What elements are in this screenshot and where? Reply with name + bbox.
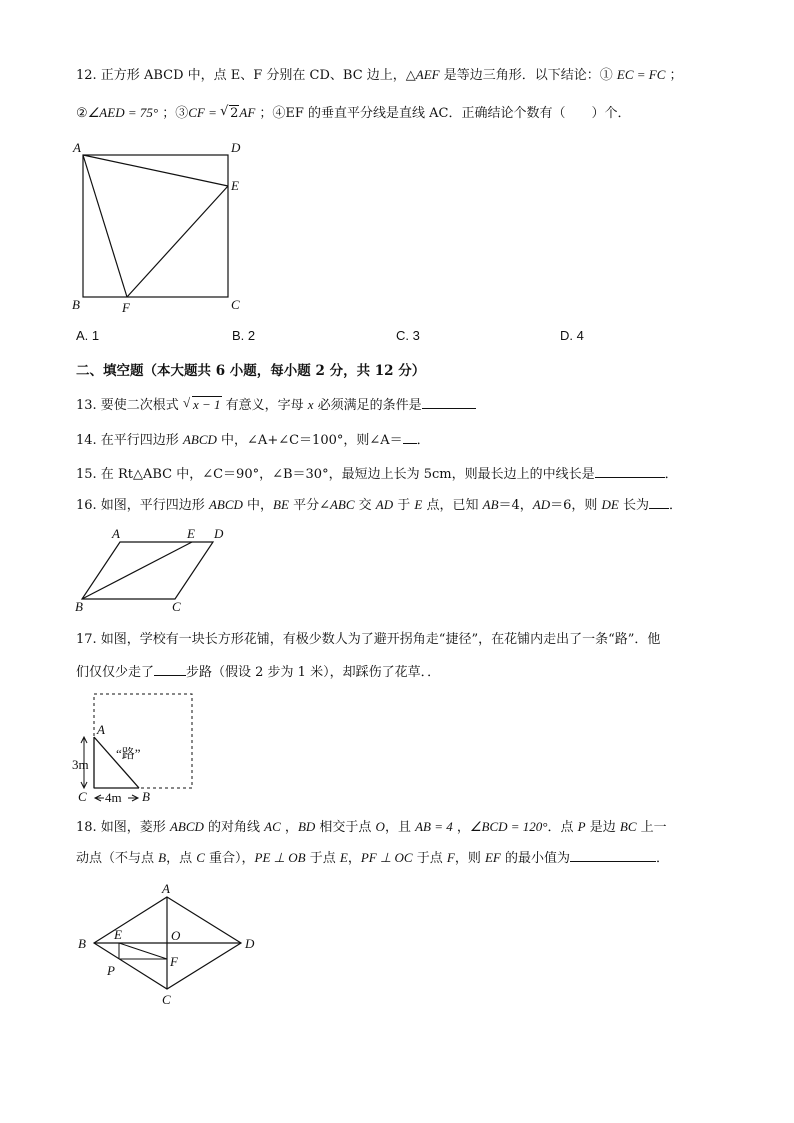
q17-line2: 们仅仅少走了 步路（假设 2 步为 1 米），却踩伤了花草．． [76, 662, 440, 682]
q18-rhombus-figure [94, 897, 241, 989]
q18-line2: 动点（不与点 B，点 C 重合），PE ⊥ OB 于点 E，PF ⊥ OC 于点 F，则 EF 的最小值为 ． [76, 850, 669, 866]
q16-label-c: C [172, 599, 181, 614]
q17-label-road: “路” [116, 746, 141, 761]
segment-fe [127, 186, 228, 297]
q18-label-a: A [162, 881, 170, 896]
section-2-title: 二、填空题（本大题共 6 小题，每小题 2 分，共 12 分） [76, 363, 426, 379]
q18-label-e: E [114, 927, 122, 942]
q12-label-e: E [231, 178, 239, 193]
q18-label-p: P [107, 963, 115, 978]
segment-be [82, 542, 192, 599]
parallelogram-abcd [82, 542, 213, 599]
q12-label-a: A [73, 140, 81, 155]
q12-label-f: F [122, 300, 130, 315]
q12-line1: 12. 正方形 ABCD 中，点 E、F 分别在 CD、BC 边上，△AEF 是等边三角形．以下结论：① EC = FC ； [76, 67, 683, 83]
segment-ae [83, 155, 228, 186]
q16: 16. 如图，平行四边形 ABCD 中，BE 平分∠ABC 交 AD 于 E 点，已知 AB＝4，AD＝6，则 DE 长为 ． [76, 497, 683, 513]
q12-label-d: D [231, 140, 241, 155]
q18-line1: 18. 如图，菱形 ABCD 的对角线 AC ，BD 相交于点 O，且 AB = 4 ，∠BCD = 120°．点 P 是边 BC 上一 [76, 819, 667, 835]
q16-label-e: E [187, 526, 195, 541]
q18-label-b: B [78, 936, 86, 951]
q16-parallelogram-figure [82, 542, 213, 599]
q18-label-c: C [162, 992, 171, 1007]
q13: 13. 要使二次根式 √ x − 1 有意义，字母 x 必须满足的条件是 [76, 395, 476, 415]
segment-af [83, 155, 127, 297]
q12-label-b: B [72, 297, 80, 312]
q12-line2: ②∠AED = 75° ；③CF = √ 2AF ；④EF 的垂直平分线是直线 AC．正确结论个数有（ ）个． [76, 104, 631, 123]
q17-label-3m: 3m [72, 757, 89, 772]
q16-label-d: D [214, 526, 224, 541]
q17-line1: 17. 如图，学校有一块长方形花铺，有极少数人为了避开拐角走“捷径”，在花铺内走出了一条“路”．他 [76, 632, 661, 647]
q18-label-o: O [171, 928, 181, 943]
q16-label-a: A [112, 526, 120, 541]
q12-choice-d: D. 4 [560, 328, 584, 343]
q12-label-c: C [231, 297, 240, 312]
q12-choice-b: B. 2 [232, 328, 256, 343]
sqrt-symbol: √ 2 [220, 105, 239, 123]
q15: 15. 在 Rt△ABC 中，∠C＝90°，∠B＝30°，最短边上长为 5cm，则最长边上的中线长是 ． [76, 464, 678, 484]
q17-label-b: B [142, 789, 150, 804]
q18-label-d: D [245, 936, 255, 951]
segment-ef [119, 943, 167, 959]
q12-choice-a: A. 1 [76, 328, 100, 343]
q16-label-b: B [75, 599, 83, 614]
q14: 14. 在平行四边形 ABCD 中，∠A+∠C＝100°，则∠A＝ ． [76, 432, 430, 448]
q12-choice-c: C. 3 [396, 328, 420, 343]
q17-label-4m: 4m [105, 790, 122, 805]
q18-label-f: F [170, 954, 178, 969]
q12-square-figure [83, 155, 228, 297]
garden-outline [94, 694, 192, 788]
road-path [94, 737, 139, 788]
q17-label-a: A [97, 722, 105, 737]
q17-label-c: C [78, 789, 87, 804]
